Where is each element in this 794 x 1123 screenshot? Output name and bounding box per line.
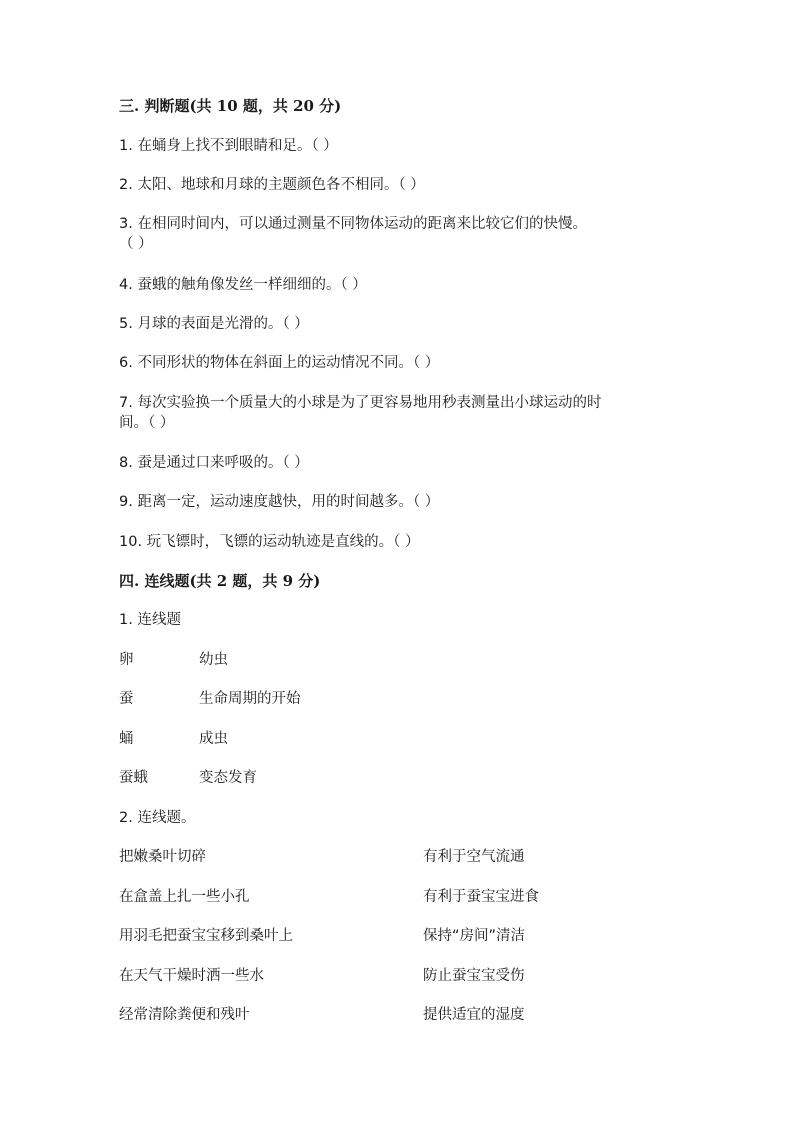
judgement-item-3-cont: （ ）	[119, 236, 153, 252]
section-3-heading: 三. 判断题(共 10 题，共 20 分)	[119, 97, 342, 115]
q1-right-item: 幼虫	[199, 652, 228, 668]
q1-left-item: 蚕蛾	[119, 770, 148, 786]
matching-q1-title: 1. 连线题	[119, 612, 181, 628]
judgement-item-6: 6. 不同形状的物体在斜面上的运动情况不同。（ ）	[119, 355, 440, 371]
q2-right-item: 保持“房间”清洁	[423, 928, 526, 944]
q2-right-item: 防止蚕宝宝受伤	[423, 968, 525, 984]
judgement-item-9: 9. 距离一定，运动速度越快，用的时间越多。（ ）	[119, 494, 440, 510]
q1-left-item: 蚕	[119, 691, 134, 707]
judgement-item-1: 1. 在蛹身上找不到眼睛和足。（ ）	[119, 138, 338, 154]
q2-left-item: 经常清除粪便和残叶	[119, 1007, 250, 1023]
judgement-item-3: 3. 在相同时间内，可以通过测量不同物体运动的距离来比较它们的快慢。	[119, 216, 587, 232]
matching-q2-title: 2. 连线题。	[119, 810, 196, 826]
judgement-item-7-cont: 间。（ ）	[119, 415, 175, 431]
q2-right-item: 提供适宜的湿度	[423, 1007, 525, 1023]
judgement-item-5: 5. 月球的表面是光滑的。（ ）	[119, 316, 309, 332]
q2-left-item: 把嫩桑叶切碎	[119, 849, 206, 865]
q2-right-item: 有利于蚕宝宝进食	[423, 889, 539, 905]
q2-right-item: 有利于空气流通	[423, 849, 525, 865]
q2-left-item: 在盒盖上扎一些小孔	[119, 889, 250, 905]
judgement-item-8: 8. 蚕是通过口来呼吸的。（ ）	[119, 455, 309, 471]
q1-right-item: 成虫	[199, 731, 228, 747]
q2-left-item: 在天气干燥时洒一些水	[119, 968, 264, 984]
q2-left-item: 用羽毛把蚕宝宝移到桑叶上	[119, 928, 293, 944]
q1-left-item: 蛹	[119, 731, 134, 747]
judgement-item-7: 7. 每次实验换一个质量大的小球是为了更容易地用秒表测量出小球运动的时	[119, 395, 602, 411]
judgement-item-2: 2. 太阳、地球和月球的主题颜色各不相同。（ ）	[119, 177, 425, 193]
q1-right-item: 变态发育	[199, 770, 257, 786]
q1-right-item: 生命周期的开始	[199, 691, 301, 707]
q1-left-item: 卵	[119, 652, 134, 668]
judgement-item-10: 10. 玩飞镖时，飞镖的运动轨迹是直线的。（ ）	[119, 534, 420, 550]
section-4-heading: 四. 连线题(共 2 题，共 9 分)	[119, 572, 321, 590]
judgement-item-4: 4. 蚕蛾的触角像发丝一样细细的。（ ）	[119, 277, 367, 293]
